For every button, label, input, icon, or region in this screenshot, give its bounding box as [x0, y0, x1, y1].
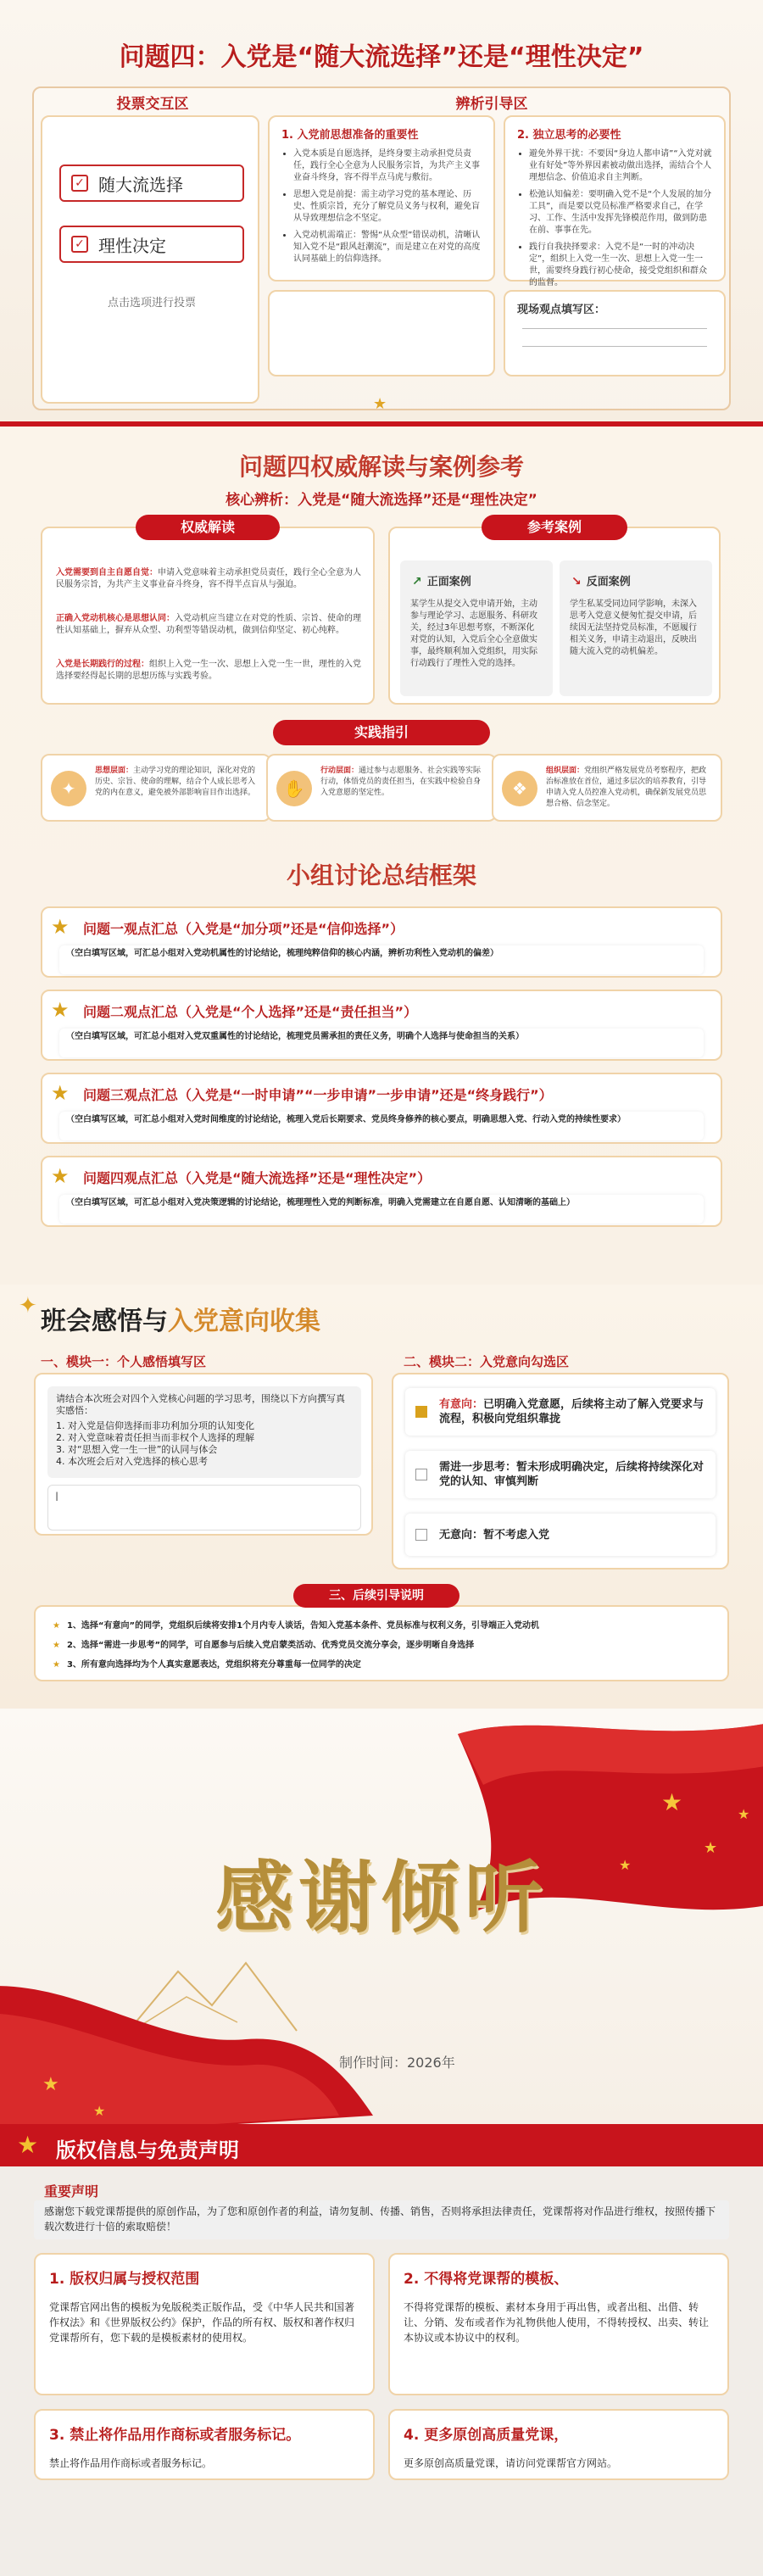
case-label: 参考案例: [482, 515, 627, 540]
checkbox-icon: [415, 1469, 427, 1480]
mountain-ribbon-icon: [0, 1921, 390, 2124]
svg-text:★: ★: [619, 1857, 632, 1873]
summary-card-q2[interactable]: [41, 990, 722, 1061]
checkbox-check-icon: ✓: [71, 236, 88, 253]
practice-heading: 思想层面：: [95, 767, 134, 775]
title-part: 入党意向收集: [168, 1307, 320, 1336]
copyright-card-more[interactable]: [388, 2409, 729, 2480]
option-text: 已明确入党意愿，后续将主动了解入党要求与流程，积极向党组织靠拢: [439, 1398, 705, 1425]
slide-title: [41, 1300, 320, 1337]
write-line: [522, 346, 707, 347]
copyright-card-trademark: [34, 2409, 375, 2480]
made-date: 制作时间：2026年: [339, 2055, 455, 2071]
authority-item-heading: 正确入党动机核心是思想认同：: [56, 614, 175, 623]
summary-fill-area[interactable]: （空白填写区域，可汇总小组对入党双重属性的讨论结论，梳理党员需承担的责任义务，明确个人选择与使命担当的关系）: [59, 1029, 704, 1057]
follow-up-item: [53, 1640, 710, 1652]
copyright-card-title: 3. 禁止将作品用作商标或者服务标记。: [49, 2427, 301, 2444]
summary-title: 小组讨论总结框架: [286, 861, 476, 889]
authority-item: [56, 659, 365, 683]
card-item: • 入党动机需端正：警惕“从众型”错误动机，清晰认知入党不是“跟风赶潮流”，而是建立在对党的高度认同基础上的信仰选择。: [293, 230, 482, 265]
option-text: 需进一步思考：暂未形成明确决定，后续将持续深化对党的认知、审慎判断: [439, 1461, 705, 1488]
notice-text: 感谢您下载党课帮提供的原创作品，为了您和原创作者的利益，请勿复制、传播、销售，否则将承担法律责任，党课帮将对作品进行维权，按照传播下载次数进行十倍的索取赔偿！: [34, 2200, 729, 2239]
prompt-item: 4. 本次班会后对入党选择的核心思考: [56, 1456, 208, 1467]
star-icon: ★: [51, 915, 70, 939]
prompt-item: 1. 对入党是信仰选择而非功利加分项的认知变化: [56, 1420, 254, 1431]
vote-option-rational[interactable]: [59, 226, 244, 263]
hand-icon: ✋: [276, 771, 312, 806]
svg-text:★: ★: [42, 2074, 59, 2095]
star-icon: ★: [51, 1081, 70, 1105]
summary-card-q3[interactable]: [41, 1073, 722, 1144]
copyright-bar: [0, 2124, 763, 2166]
copyright-card-title: 1. 版权归属与授权范围: [49, 2271, 200, 2288]
reflection-panel: [34, 1373, 373, 1536]
svg-text:★: ★: [93, 2103, 106, 2119]
reflection-input[interactable]: [47, 1485, 361, 1531]
checkbox-checked-icon: [415, 1406, 427, 1418]
summary-card-q4[interactable]: [41, 1156, 722, 1227]
intention-option-yes[interactable]: [405, 1388, 716, 1436]
copyright-card-title: 2. 不得将党课帮的模板、: [404, 2271, 569, 2288]
copyright-card-text: 禁止将作品用作商标或者服务标记。: [49, 2457, 213, 2469]
intention-panel: [392, 1373, 729, 1570]
practice-heading: 行动层面：: [320, 767, 359, 775]
slide-authority-and-summary: [0, 427, 763, 1285]
follow-up-item: [53, 1659, 710, 1671]
slide-title: 问题四：入党是“随大流选择”还是“理性决定”: [119, 42, 644, 72]
copyright-card-restriction: [388, 2253, 729, 2395]
authority-item-text: 申请入党意味着主动承担党员责任，践行全心全意为人民服务宗旨，为共产主义事业奋斗终身，容不得半点盲从与强迫。: [56, 568, 361, 589]
card-item: • 松弛认知偏差：要明确入党不是“个人发展的加分工具”，而是要以党员标准严格要求自己，在学习、工作、生活中发挥先锋模范作用，做到防患在前、事事在先。: [529, 189, 712, 237]
practice-card-organization: [492, 754, 722, 822]
summary-card-title: 问题二观点汇总（入党是“个人选择”还是“责任担当”）: [83, 1004, 418, 1020]
authority-label: 权威解读: [136, 515, 280, 540]
module-one-title: 一、模块一：个人感悟填写区: [41, 1354, 207, 1369]
module-two-title: 二、模块二：入党意向勾选区: [404, 1354, 570, 1369]
prompt-item: 3. 对“思想入党一生一世”的认同与体会: [56, 1444, 218, 1455]
analysis-card-preparation: [268, 115, 495, 282]
intention-option-no[interactable]: [405, 1514, 716, 1556]
trend-up-icon: ↗: [412, 575, 422, 588]
authority-item-text: 组织上入党一生一次、思想上入党一生一世，理性的入党选择要经得起长期的思想历练与实践考验。: [56, 660, 361, 681]
summary-fill-area[interactable]: （空白填写区域，可汇总小组对入党决策逻辑的讨论结论，梳理理性入党的判断标准，明确入党需建立在自愿自愿、认知清晰的基础上）: [59, 1195, 704, 1224]
practice-card-action: [266, 754, 497, 822]
authority-panel: [41, 527, 375, 705]
authority-item: [56, 567, 365, 591]
blank-note-card[interactable]: [268, 290, 495, 376]
intention-option-think[interactable]: [405, 1451, 716, 1498]
sparkle-icon: ✦: [19, 1293, 37, 1319]
option-text: 无意向：暂不考虑入党: [439, 1528, 550, 1542]
follow-up-label: 三、后续引导说明: [293, 1584, 459, 1608]
summary-card-title: 问题一观点汇总（入党是“加分项”还是“信仰选择”）: [83, 921, 404, 937]
practice-card-thought: [41, 754, 271, 822]
vote-option-follow-crowd[interactable]: [59, 164, 244, 202]
card-title: 1. 入党前思想准备的重要性: [281, 129, 419, 142]
thanks-heading: 感谢倾听: [214, 1853, 548, 1943]
checkbox-icon: [415, 1529, 427, 1541]
svg-text:★: ★: [738, 1806, 750, 1822]
summary-card-title: 问题四观点汇总（入党是“随大流选择”还是“理性决定”）: [83, 1170, 432, 1186]
copyright-title: 版权信息与免责声明: [56, 2138, 239, 2162]
slide-title: 问题四权威解读与案例参考: [238, 453, 524, 481]
trend-down-icon: ↘: [571, 575, 582, 588]
prompt-lead: 请结合本次班会对四个入党核心问题的学习思考，围绕以下方向撰写真实感悟：: [56, 1393, 345, 1416]
authority-item-heading: 入党是长期践行的过程：: [56, 660, 149, 669]
record-title: 现场观点填写区：: [517, 304, 606, 316]
star-icon: ★: [53, 1660, 60, 1670]
authority-item-heading: 入党需要到自主自愿自觉：: [56, 568, 158, 577]
star-icon: ★: [53, 1621, 60, 1631]
svg-text:★: ★: [704, 1839, 718, 1857]
text-cursor-icon: I: [55, 1491, 59, 1504]
case-title: 正面案例: [426, 576, 471, 588]
copyright-card-text: 党课帮官网出售的模板为免版税类正版作品，受《中华人民共和国著作权法》和《世界版权公约》保护，作品的所有权、版权和著作权归党课帮所有，您下载的是模板素材的使用权。: [49, 2301, 355, 2344]
case-text: 学生私某受同边同学影响，未深入思考入党意义便匆忙提交申请，后续因无法坚持党员标准，不愿履行相关义务，申请主动退出，反映出随大流入党的动机偏差。: [570, 599, 697, 656]
vote-option-label: 理性决定: [98, 235, 166, 256]
copyright-card-title: 4. 更多原创高质量党课，: [404, 2427, 569, 2444]
slide-subtitle: 核心辨析：入党是“随大流选择”还是“理性决定”: [226, 492, 537, 509]
star-icon: ★: [53, 1641, 60, 1650]
vote-area-title: 投票交互区: [116, 96, 189, 113]
star-icon: ★: [661, 1788, 683, 1816]
analysis-card-independent-thinking: [504, 115, 726, 287]
practice-text: 通过参与志愿服务、社会实践等实际行动，体悟党员的责任担当，在实践中检验自身入党意愿的坚定性。: [320, 767, 482, 797]
case-panel: [388, 527, 721, 705]
write-line: [522, 328, 707, 329]
title-part: 班会感悟与: [41, 1307, 168, 1336]
reflection-prompt: [47, 1386, 361, 1478]
star-icon: ★: [51, 998, 70, 1022]
follow-up-text: 2、选择“需进一步思考”的同学，可自愿参与后续入党启蒙类活动、优秀党员交流分享会，逐步明晰自身选择: [66, 1641, 475, 1650]
follow-up-panel: [34, 1605, 729, 1681]
card-item: • 践行自我抉择要求：入党不是“一时的冲动决定”，组织上入党一生一次、思想上入党一生一世，需要终身践行初心使命，接受党组织和群众的监督。: [529, 242, 712, 289]
follow-up-item: [53, 1620, 710, 1632]
negative-case: [560, 560, 712, 696]
follow-up-text: 3、所有意向选择均为个人真实意愿表达，党组织将充分尊重每一位同学的决定: [66, 1660, 361, 1670]
copyright-card-text: 不得将党课帮的模板、素材本身用于再出售，或者出租、出借、转让、分销、发布或者作为礼物供他人使用，不得转授权、出卖、转让本协议或本协议中的权利。: [404, 2301, 710, 2344]
slide-feedback-collection: [0, 1285, 763, 1709]
card-item: • 思想入党是前提：需主动学习党的基本理论、历史、性质宗旨，充分了解党员义务与权利，避免盲从导致理想信念不坚定。: [293, 189, 482, 225]
summary-fill-area[interactable]: （空白填写区域，可汇总小组对入党动机属性的讨论结论，梳理纯粹信仰的核心内涵，辨析功利性入党动机的偏差）: [59, 945, 704, 974]
slide-copyright: [0, 2124, 763, 2576]
prompt-item: 2. 对入党意味着责任担当而非权个人选择的理解: [56, 1432, 254, 1443]
notice-title: 重要声明: [44, 2183, 99, 2200]
practice-label: 实践指引: [273, 720, 490, 745]
vote-panel: [41, 115, 259, 404]
star-icon: ★: [17, 2131, 39, 2159]
summary-card-title: 问题三观点汇总（入党是“一时申请”“一步申请”一步申请”还是“终身践行”）: [83, 1087, 553, 1103]
opinion-record-card[interactable]: [504, 290, 726, 376]
lightbulb-icon: ✦: [51, 771, 86, 806]
summary-card-q1[interactable]: [41, 906, 722, 978]
vote-hint: 点击选项进行投票: [107, 297, 196, 309]
case-title: 反面案例: [586, 576, 631, 588]
slide-thanks: [0, 1709, 763, 2124]
card-title: 2. 独立思考的必要性: [517, 129, 621, 142]
positive-case: [400, 560, 553, 696]
card-item: • 入党本质是自愿选择，是终身要主动承担党员责任，践行全心全意为人民服务宗旨，为共产主义事业奋斗终身，容不得半点马虎与敷衍。: [293, 148, 482, 184]
copyright-card-ownership: [34, 2253, 375, 2395]
star-icon: ★: [373, 395, 387, 413]
copyright-card-text: 更多原创高质量党课，请访问党课帮官方网站。: [404, 2457, 618, 2469]
card-item: • 避免外界干扰：不要因“身边人都申请”“入党对就业有好处”等外界因素被动做出选择，需结合个人理想信念、价值追求自主判断。: [529, 148, 712, 184]
handshake-icon: ❖: [502, 771, 537, 806]
follow-up-text: 1、选择“有意向”的同学，党组织后续将安排1个月内专人谈话，告知入党基本条件、党员标准与权利义务，引导端正入党动机: [66, 1621, 540, 1631]
practice-text: 主动学习党的理论知识，深化对党的历史、宗旨、使命的理解，结合个人成长思考入党的内在意义，避免被外部影响盲目作出选择。: [95, 767, 256, 797]
practice-heading: 组织层面：: [546, 767, 585, 775]
practice-text: 党组织严格发展党员考察程序，把政治标准放在首位，通过多层次的培养教育，引导申请入党人员控准入党动机，确保新发展党员思想合格、信念坚定。: [546, 767, 707, 808]
star-icon: ★: [51, 1164, 70, 1188]
option-heading: 有意向：: [439, 1398, 484, 1411]
analysis-area-title: 辨析引导区: [455, 96, 528, 113]
summary-fill-area[interactable]: （空白填写区域，可汇总小组对入党时间维度的讨论结论，梳理入党后长期要求、党员终身修养的核心要点，明确思想入党、行动入党的持续性要求）: [59, 1112, 704, 1140]
authority-item: [56, 613, 365, 637]
vote-option-label: 随大流选择: [98, 174, 183, 195]
slide-question-four: [0, 0, 763, 427]
authority-item-text: 入党动机应当建立在对党的性质、宗旨、使命的理性认知基础上，摒弃从众型、功利型等错误动机，做到信仰坚定、初心纯粹。: [56, 614, 361, 635]
case-text: 某学生从提交入党申请开始，主动参与理论学习、志愿服务、科研攻关，经过3年思想考察，不断深化对党的认知，入党后全心全意做实事，最终顺利加入党组织，用实际行动践行了理性入党的选择。: [410, 599, 537, 668]
checkbox-check-icon: ✓: [71, 175, 88, 192]
